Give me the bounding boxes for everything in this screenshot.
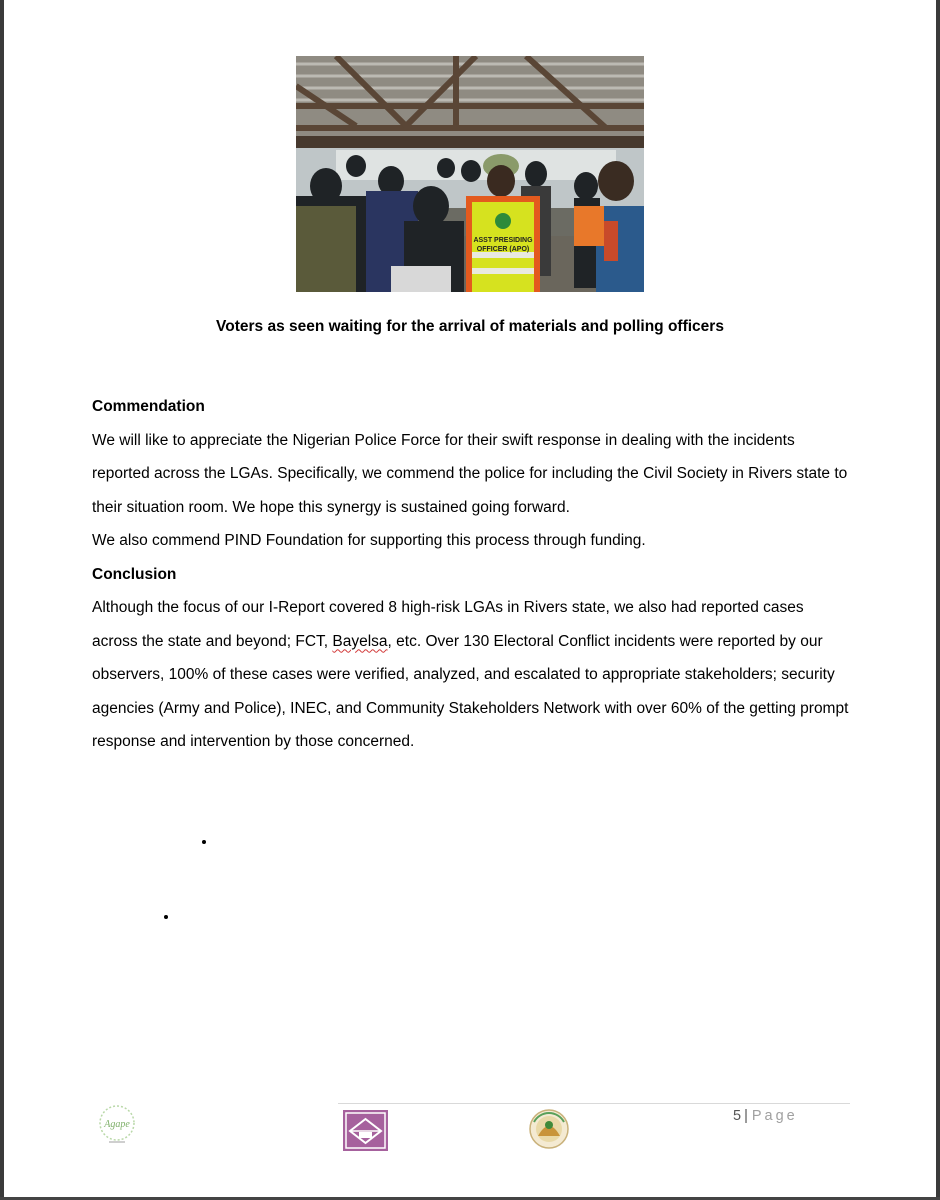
tmg-logo: [343, 1110, 388, 1151]
footer-divider: [338, 1103, 850, 1104]
vest-text-1: ASST PRESIDING: [473, 237, 533, 244]
commendation-section: [92, 390, 852, 759]
commendation-paragraph: We will like to appreciate the Nigerian Police Force for their swift response in dealing with the incidents reported across the LGAs. Specifically, we commend the police for including the Civil Society in Rivers state to their situation room. We hope this synergy is sustained going forward.: [92, 431, 848, 516]
page-number-value: 5: [733, 1108, 742, 1124]
page-label: Page: [751, 1108, 798, 1124]
conclusion-text-start: Although the focus of our I-Report covered 8 high-risk LGAs in Rivers state, we also had reported cases across the state and beyond; FCT,: [92, 599, 804, 650]
voters-photo: [296, 56, 644, 292]
conclusion-heading: Conclusion: [92, 565, 177, 583]
vest-text-2: OFFICER (APO): [476, 246, 530, 253]
page-number: [733, 1106, 798, 1126]
spellcheck-flagged-word: Bayelsa: [332, 632, 388, 650]
conclusion-text-end: , etc. Over 130 Electoral Conflict incidents were reported by our observers, 100% of these cases were verified, analyzed, and escalated to appropriate stakeholders; security agencies (Army and Police), INEC, and Community Stakeholders Network with over 60% of the getting prompt response and intervention by those concerned.: [92, 632, 849, 750]
bullet-point: [202, 840, 206, 844]
commendation-heading: Commendation: [92, 398, 205, 415]
commendation-paragraph: We also commend PIND Foundation for supporting this process through funding.: [92, 532, 646, 549]
page-number-separator: |: [744, 1108, 748, 1124]
conclusion-paragraph: [92, 591, 852, 759]
page-border-left: [0, 0, 4, 1200]
agape-logo: [96, 1103, 138, 1147]
bullet-point: [164, 915, 168, 919]
photo-caption: Voters as seen waiting for the arrival of materials and polling officers: [216, 318, 724, 335]
community-logo: [526, 1108, 572, 1150]
page-border-right: [936, 0, 940, 1200]
agape-logo-text: Agape: [104, 1119, 130, 1130]
